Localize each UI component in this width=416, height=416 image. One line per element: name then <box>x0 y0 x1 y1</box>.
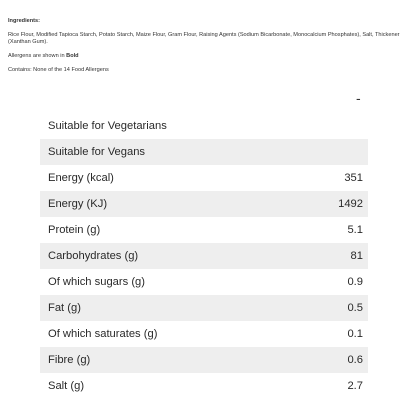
nutrition-row-sugars <box>40 269 368 295</box>
ingredients-text: Rice Flour, Modified Tapioca Starch, Potato Starch, Maize Flour, Gram Flour, Raising Agents (Sodium Bicarbonate, Monocalcium Phosphates), Salt, Thickener (Xanthan Gum). <box>8 32 400 45</box>
row-label: Protein (g) <box>48 224 101 236</box>
allergen-contains: Contains: None of the 14 Food Allergens <box>8 67 109 73</box>
nutrition-row-energy-kcal <box>40 165 368 191</box>
row-value: 0.9 <box>347 276 363 288</box>
row-value: 5.1 <box>347 224 363 236</box>
ingredients-heading: Ingredients: <box>8 18 41 24</box>
ingredients-section <box>8 18 408 81</box>
collapse-toggle[interactable]: - <box>356 90 361 106</box>
row-value: 1492 <box>338 198 363 210</box>
nutrition-row-energy-kj <box>40 191 368 217</box>
nutrition-row-fat <box>40 295 368 321</box>
nutrition-row-protein <box>40 217 368 243</box>
row-value: 351 <box>344 172 363 184</box>
row-value: 0.1 <box>347 328 363 340</box>
row-value: 0.5 <box>347 302 363 314</box>
row-value: 81 <box>350 250 363 262</box>
row-label: Carbohydrates (g) <box>48 250 139 262</box>
allergen-note <box>8 53 408 60</box>
row-value: 2.7 <box>347 380 363 392</box>
row-label: Suitable for Vegans <box>48 146 146 158</box>
nutrition-row-carbohydrates <box>40 243 368 269</box>
row-value: 0.6 <box>347 354 363 366</box>
allergen-note-prefix: Allergens are shown in <box>8 53 65 59</box>
row-label: Energy (kcal) <box>48 172 114 184</box>
nutrition-row-vegan <box>40 139 368 165</box>
nutrition-row-saturates <box>40 321 368 347</box>
nutrition-table <box>40 113 368 399</box>
row-label: Of which saturates (g) <box>48 328 158 340</box>
row-label: Suitable for Vegetarians <box>48 120 167 132</box>
row-label: Salt (g) <box>48 380 85 392</box>
nutrition-row-vegetarian <box>40 113 368 139</box>
allergen-note-bold: Bold <box>66 53 79 59</box>
nutrition-row-salt <box>40 373 368 399</box>
row-label: Fibre (g) <box>48 354 91 366</box>
row-label: Energy (KJ) <box>48 198 108 210</box>
row-label: Of which sugars (g) <box>48 276 145 288</box>
row-label: Fat (g) <box>48 302 81 314</box>
nutrition-row-fibre <box>40 347 368 373</box>
